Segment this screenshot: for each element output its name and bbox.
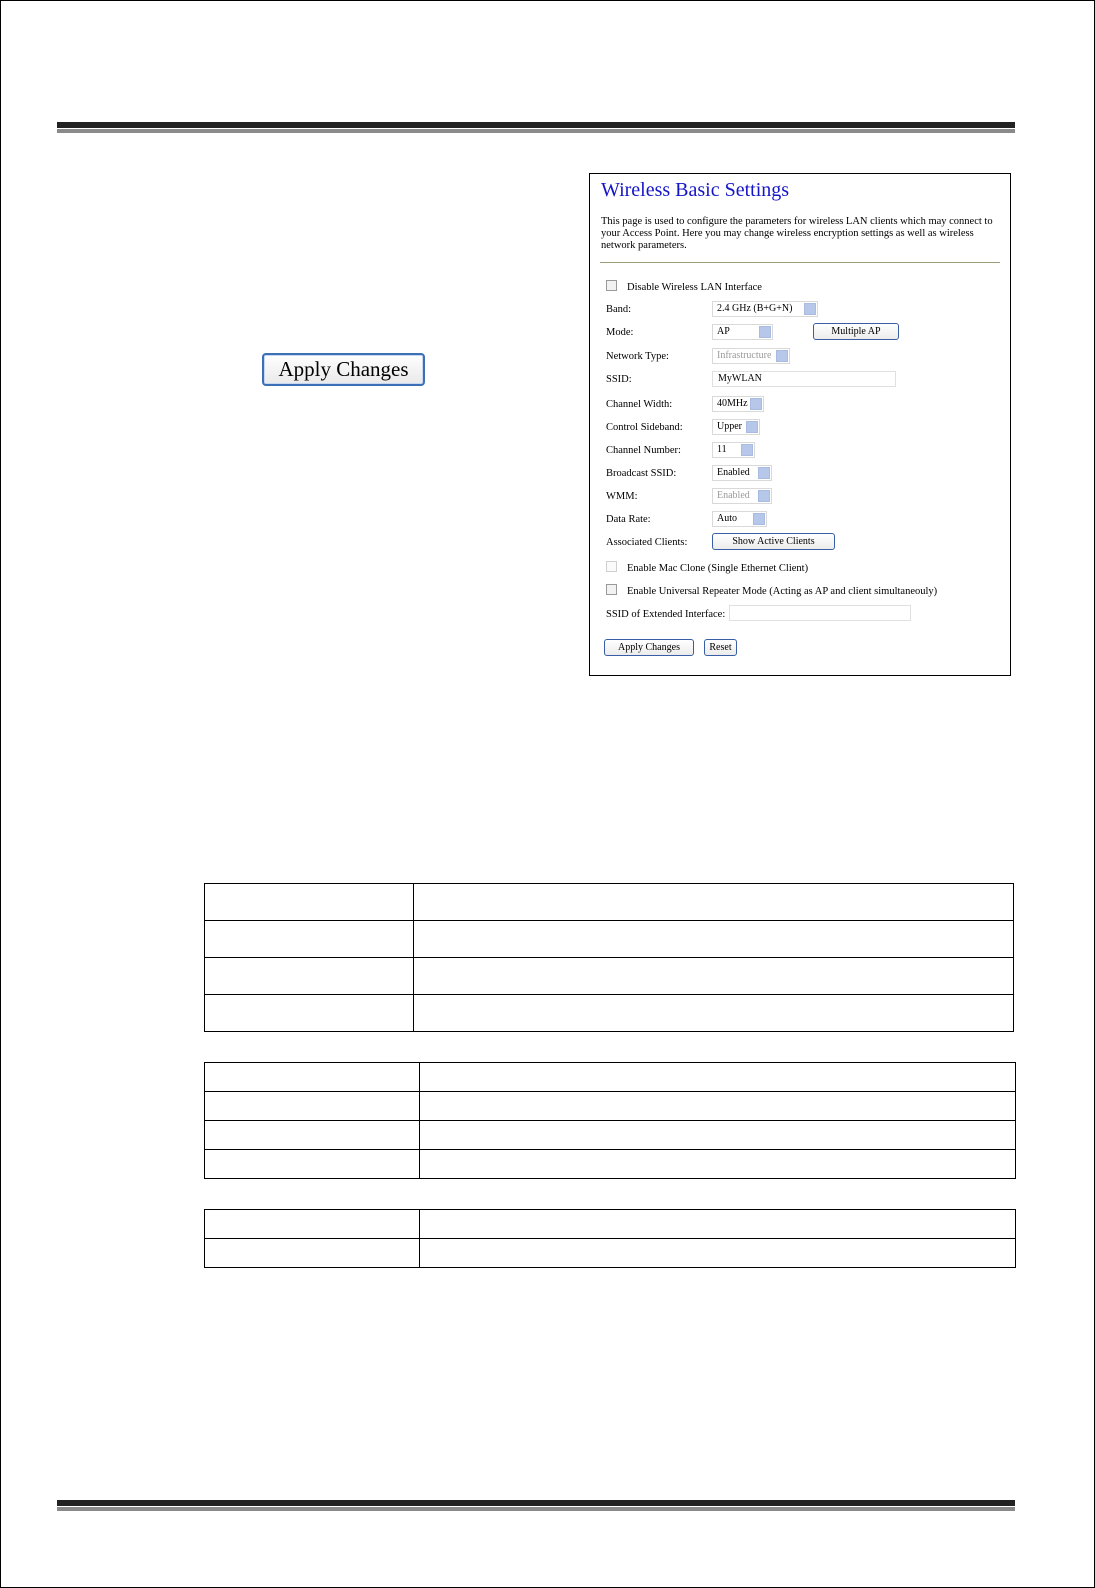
panel-description: This page is used to configure the parameters for wireless LAN clients which may connect to your Access Point. Here you may change wireless encryption settings as well as wireless network parameters. <box>601 216 993 251</box>
table-row <box>205 1121 1016 1150</box>
broadcast-ssid-label: Broadcast SSID: <box>606 468 677 479</box>
associated-clients-label: Associated Clients: <box>606 537 688 548</box>
chevron-down-icon <box>758 490 770 502</box>
channel-number-value: 11 <box>717 444 727 455</box>
channel-number-select[interactable] <box>712 442 755 458</box>
network-type-label: Network Type: <box>606 351 669 362</box>
data-rate-select[interactable] <box>712 511 767 527</box>
chevron-down-icon <box>776 350 788 362</box>
band-label: Band: <box>606 304 632 315</box>
chevron-down-icon <box>753 513 765 525</box>
wmm-value: Enabled <box>717 490 750 501</box>
show-active-clients-button[interactable]: Show Active Clients <box>712 533 835 550</box>
chevron-down-icon <box>758 467 770 479</box>
mode-value: AP <box>717 326 730 337</box>
channel-width-label: Channel Width: <box>606 399 673 410</box>
channel-number-label: Channel Number: <box>606 445 681 456</box>
wmm-label: WMM: <box>606 491 638 502</box>
disable-wlan-label: Disable Wireless LAN Interface <box>627 282 762 293</box>
ssid-extended-label: SSID of Extended Interface: <box>606 609 726 620</box>
apply-changes-button-large[interactable]: Apply Changes <box>262 353 425 386</box>
table-row <box>205 958 1014 995</box>
band-value: 2.4 GHz (B+G+N) <box>717 303 793 314</box>
data-rate-label: Data Rate: <box>606 514 651 525</box>
header-rule <box>57 122 1015 134</box>
chevron-down-icon <box>741 444 753 456</box>
wmm-select[interactable] <box>712 488 772 504</box>
footer-rule <box>57 1500 1015 1512</box>
channel-width-value: 40MHz <box>717 398 748 409</box>
broadcast-ssid-value: Enabled <box>717 467 750 478</box>
chevron-down-icon <box>804 303 816 315</box>
mac-clone-label: Enable Mac Clone (Single Ethernet Client) <box>627 563 809 574</box>
channel-width-select[interactable] <box>712 396 764 412</box>
mac-clone-row <box>606 561 808 574</box>
chevron-down-icon <box>746 421 758 433</box>
mode-select[interactable] <box>712 324 773 340</box>
table-row <box>205 884 1014 921</box>
band-select[interactable] <box>712 301 818 317</box>
wireless-basic-settings-panel <box>589 173 1011 676</box>
table-1 <box>204 883 1014 1032</box>
mac-clone-checkbox[interactable] <box>606 561 617 572</box>
table-2 <box>204 1062 1016 1179</box>
table-3 <box>204 1209 1016 1268</box>
control-sideband-label: Control Sideband: <box>606 422 683 433</box>
ssid-label: SSID: <box>606 374 632 385</box>
broadcast-ssid-select[interactable] <box>712 465 772 481</box>
network-type-value: Infrastructure <box>717 350 772 361</box>
reset-button[interactable]: Reset <box>704 639 737 656</box>
disable-wlan-checkbox[interactable] <box>606 280 617 291</box>
table-row <box>205 1239 1016 1268</box>
chevron-down-icon <box>759 326 771 338</box>
control-sideband-value: Upper <box>717 421 742 432</box>
chevron-down-icon <box>750 398 762 410</box>
table-row <box>205 921 1014 958</box>
universal-repeater-row <box>606 584 937 597</box>
panel-title: Wireless Basic Settings <box>601 179 790 201</box>
table-row <box>205 995 1014 1032</box>
universal-repeater-label: Enable Universal Repeater Mode (Acting as AP and client simultaneouly) <box>627 586 938 597</box>
universal-repeater-checkbox[interactable] <box>606 584 617 595</box>
ssid-extended-input[interactable] <box>729 605 911 621</box>
table-row <box>205 1063 1016 1092</box>
mode-label: Mode: <box>606 327 634 338</box>
disable-wlan-row <box>606 280 762 293</box>
panel-divider <box>600 262 1000 263</box>
data-rate-value: Auto <box>717 513 737 524</box>
ssid-input[interactable]: MyWLAN <box>712 371 896 387</box>
network-type-select[interactable] <box>712 348 790 364</box>
apply-changes-button[interactable]: Apply Changes <box>604 639 694 656</box>
table-row <box>205 1092 1016 1121</box>
table-row <box>205 1210 1016 1239</box>
table-row <box>205 1150 1016 1179</box>
multiple-ap-button[interactable]: Multiple AP <box>813 323 899 340</box>
control-sideband-select[interactable] <box>712 419 760 435</box>
